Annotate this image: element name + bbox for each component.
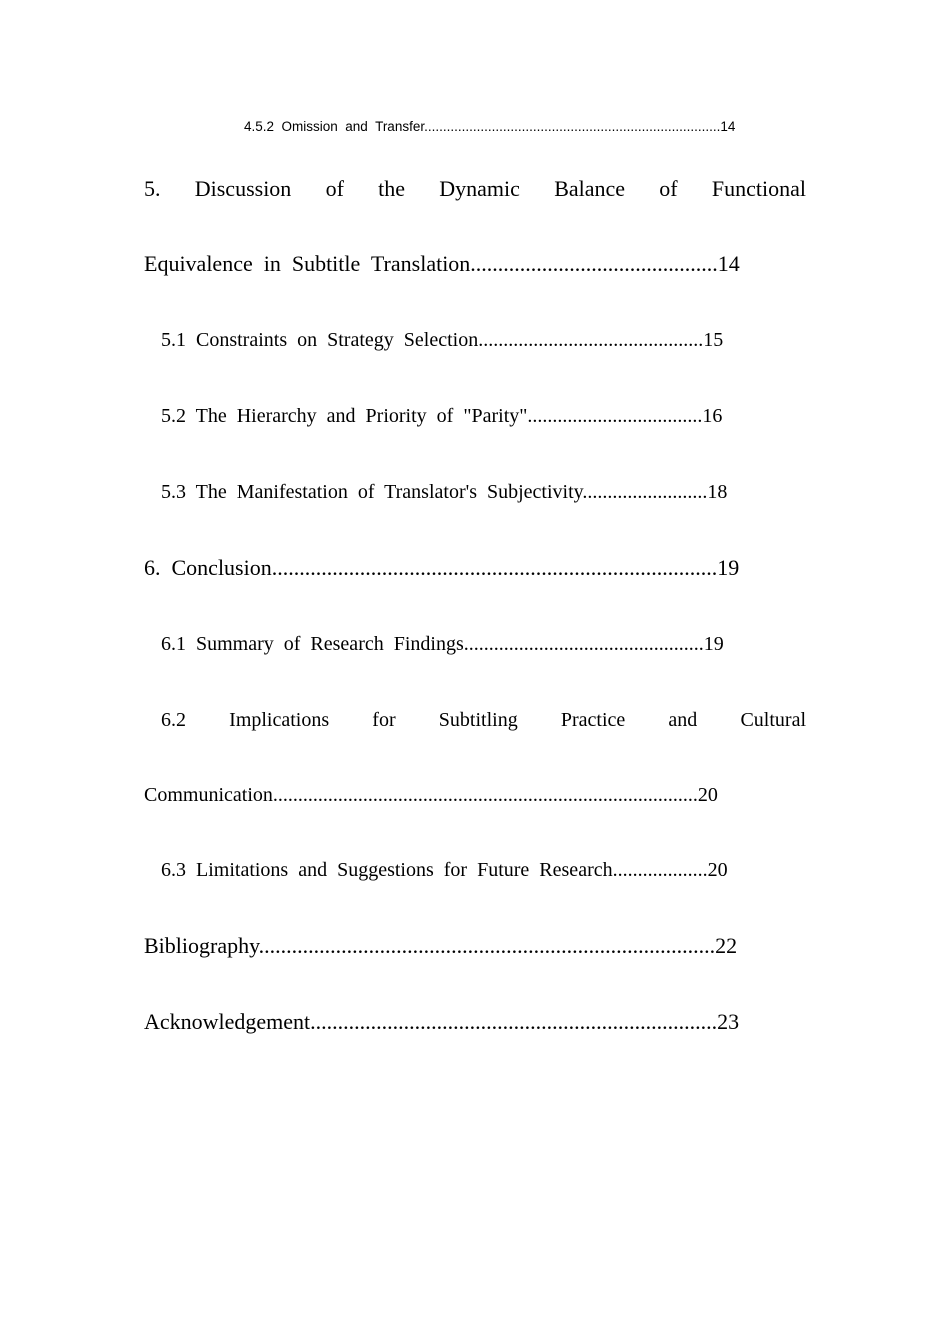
toc-entry-5-word: Dynamic xyxy=(439,176,520,201)
toc-entry-5-word: Discussion xyxy=(194,176,292,201)
toc-entry-5-3[interactable]: 5.3 The Manifestation of Translator's Subjectivity.........................18 xyxy=(161,481,728,503)
toc-entry-acknowledgement[interactable]: Acknowledgement..........................................................................23 xyxy=(144,1009,740,1034)
toc-entry-6-3[interactable]: 6.3 Limitations and Suggestions for Future Research...................20 xyxy=(161,859,728,881)
toc-entry-6[interactable]: 6. Conclusion.................................................................................19 xyxy=(144,555,740,580)
toc-entry-5-word: of xyxy=(325,176,344,201)
toc-entry-6-2-word: for xyxy=(372,709,396,731)
toc-entry-bibliography[interactable]: Bibliography...................................................................................22 xyxy=(144,933,738,958)
toc-entry-6-2[interactable] xyxy=(161,710,806,730)
toc-entry-4-5-2[interactable]: 4.5.2 Omission and Transfer...............................................................................14 xyxy=(244,119,736,134)
toc-entry-5-word: the xyxy=(378,176,406,201)
toc-entry-5-1[interactable]: 5.1 Constraints on Strategy Selection.............................................15 xyxy=(161,329,724,351)
toc-entry-6-1[interactable]: 6.1 Summary of Research Findings................................................19 xyxy=(161,633,724,655)
toc-entry-5-2[interactable]: 5.2 The Hierarchy and Priority of "Parity"...................................16 xyxy=(161,405,723,427)
toc-entry-6-2-word: Implications xyxy=(229,709,330,731)
toc-entry-5-word: Functional xyxy=(711,176,806,201)
toc-entry-5-word: Balance xyxy=(554,176,626,201)
toc-entry-6-2-word: Practice xyxy=(560,709,626,731)
toc-entry-6-2-word: Cultural xyxy=(740,709,806,731)
toc-entry-5-continuation[interactable]: Equivalence in Subtitle Translation.............................................14 xyxy=(144,251,740,276)
toc-entry-5-word: of xyxy=(659,176,678,201)
toc-entry-6-2-word: and xyxy=(668,709,698,731)
toc-entry-6-2-word: Subtitling xyxy=(438,709,518,731)
toc-entry-5-word: 5. xyxy=(144,176,161,201)
toc-entry-5[interactable] xyxy=(144,178,806,200)
toc-entry-6-2-continuation[interactable]: Communication.....................................................................................20 xyxy=(144,784,718,806)
toc-entry-6-2-word: 6.2 xyxy=(161,709,186,731)
